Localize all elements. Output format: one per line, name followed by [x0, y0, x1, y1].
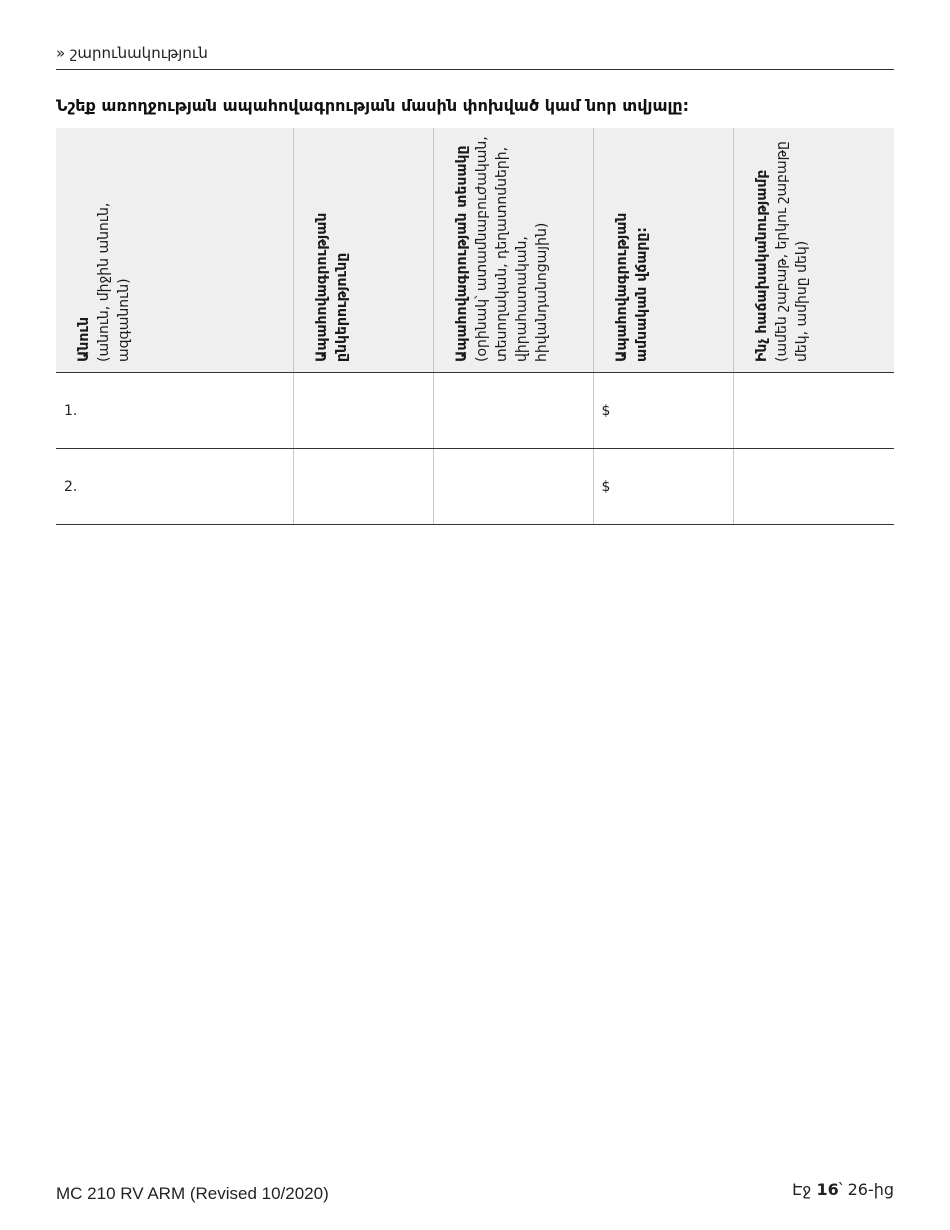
column-header-insurance-type	[433, 128, 593, 373]
section-title: Նշեք առողջության ապահովագրության մասին փոխված կամ նոր տվյալը:	[56, 96, 690, 115]
header-divider	[56, 69, 894, 70]
column-header-name	[56, 128, 293, 373]
cell-name[interactable]: 1.	[56, 373, 293, 449]
cell-name[interactable]: 2.	[56, 449, 293, 525]
column-header-label: Ինչ հաճախականությամբ	[753, 169, 770, 362]
column-header-label: Ապահովագրության տեսակը	[453, 145, 470, 362]
form-id: MC 210 RV ARM (Revised 10/2020)	[56, 1184, 329, 1203]
table-row	[56, 449, 894, 525]
cell-frequency[interactable]	[733, 373, 894, 449]
page-indicator	[792, 1180, 894, 1199]
page-prefix: Էջ	[792, 1180, 812, 1199]
breadcrumb: » շարունակություն	[56, 44, 208, 62]
cell-frequency[interactable]	[733, 449, 894, 525]
column-header-frequency	[733, 128, 894, 373]
cell-monthly-premium[interactable]: $	[593, 373, 733, 449]
cell-insurance-type[interactable]	[433, 449, 593, 525]
cell-insurance-company[interactable]	[293, 449, 433, 525]
column-header-insurance-company	[293, 128, 433, 373]
cell-insurance-type[interactable]	[433, 373, 593, 449]
column-header-monthly-premium	[593, 128, 733, 373]
cell-insurance-company[interactable]	[293, 373, 433, 449]
column-header-hint: (օրինակ՝ ատամնաբուժական, տեսողական, դեղատոմսերի, վիրահատական, հիվանդանոցային)	[473, 136, 550, 362]
page-suffix: ՝ 26-ից	[838, 1180, 894, 1199]
column-header-hint: (անուն, միջին անուն, ազգանուն)	[96, 202, 132, 362]
insurance-table	[56, 128, 894, 525]
column-header-label: Ապահովագրության ընկերությունը	[313, 212, 350, 362]
column-header-label: Ապահովագրության ամսական վճարը:	[613, 212, 650, 362]
table-row	[56, 373, 894, 449]
column-header-label: Անուն	[76, 316, 92, 362]
cell-monthly-premium[interactable]: $	[593, 449, 733, 525]
page-number: 16	[816, 1180, 839, 1199]
table-header-row	[56, 128, 894, 373]
column-header-hint: (ամեն շաբաթ, երկու շաբաթը մեկ, ամիսը մեկ)	[773, 141, 810, 362]
